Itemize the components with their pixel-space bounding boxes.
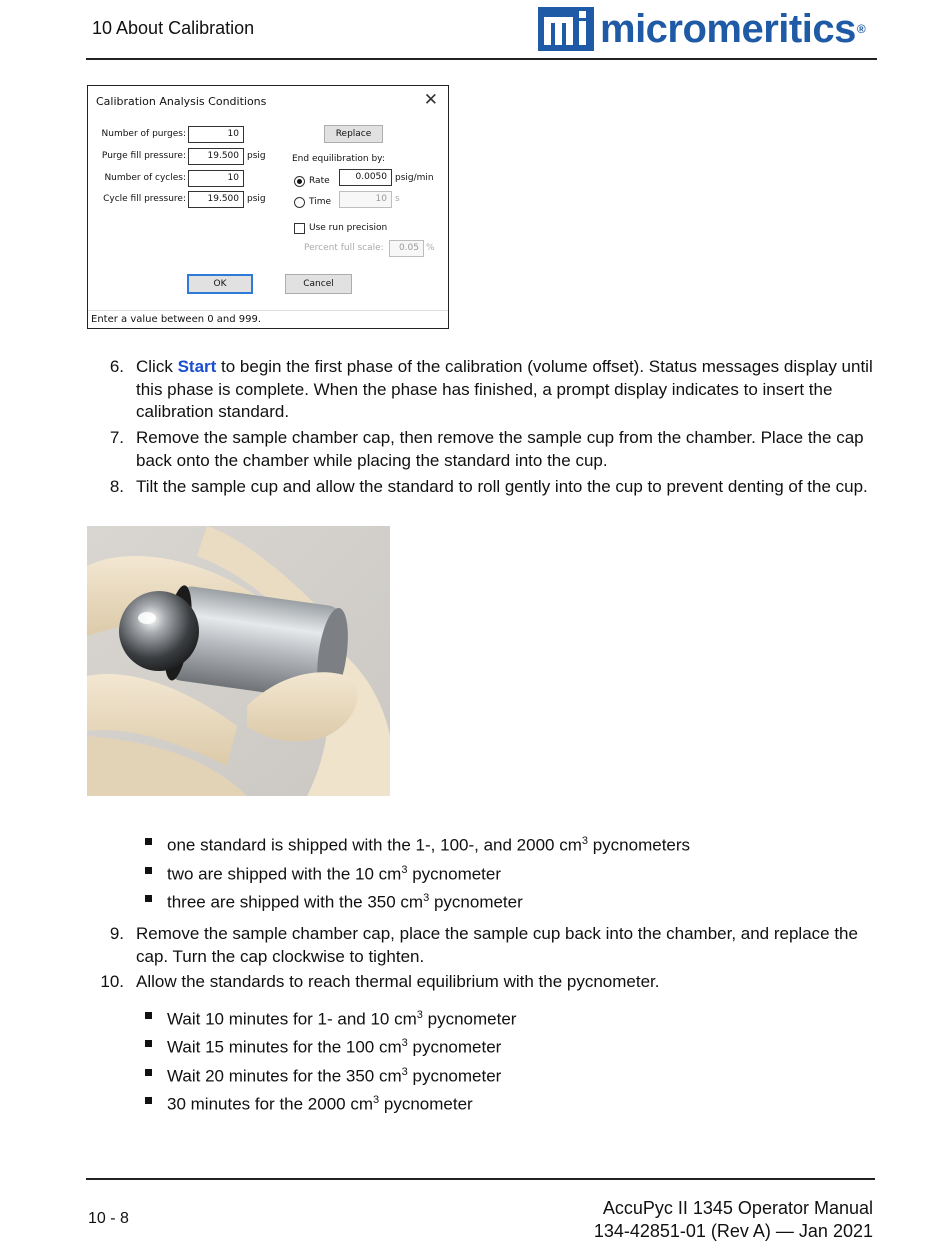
document-number: 134-42851-01 (Rev A) — Jan 2021 xyxy=(593,1221,873,1241)
step-number: 10. xyxy=(100,972,124,991)
manual-title: AccuPyc II 1345 Operator Manual xyxy=(602,1198,873,1218)
time-radio[interactable] xyxy=(294,197,305,208)
logo-wordmark: micromeritics® xyxy=(600,7,866,51)
dialog-title: Calibration Analysis Conditions xyxy=(96,95,267,108)
step-10 xyxy=(92,971,882,995)
step-7 xyxy=(92,427,882,473)
step-9 xyxy=(92,923,882,969)
step-number: 6. xyxy=(109,357,124,376)
sample-cup-photo xyxy=(87,526,390,796)
cycle-pressure-label: Cycle fill pressure: xyxy=(103,194,186,204)
cancel-button[interactable]: Cancel xyxy=(285,274,352,294)
logo-mark-icon xyxy=(538,7,594,51)
time-unit: s xyxy=(395,194,400,204)
bullet-marker xyxy=(145,1040,152,1047)
step-text: Remove the sample chamber cap, then remove the sample cup from the chamber. Place the cap back onto the chamber while placing the standard into the cup. xyxy=(136,428,864,470)
micromeritics-logo xyxy=(538,6,865,52)
purge-pressure-label: Purge fill pressure: xyxy=(101,151,186,161)
ok-button[interactable]: OK xyxy=(187,274,253,294)
time-label: Time xyxy=(309,197,332,207)
section-title: 10 About Calibration xyxy=(92,18,255,38)
percent-full-scale-label: Percent full scale: xyxy=(304,243,384,253)
bullet-marker xyxy=(145,838,152,845)
time-input[interactable]: 10 xyxy=(339,191,392,208)
step-number: 8. xyxy=(109,477,124,496)
page-number: 10 - 8 xyxy=(88,1210,129,1227)
bullet-text: Wait 15 minutes for the 100 $cm^3$ pycnometer xyxy=(167,1037,502,1057)
step-6 xyxy=(92,356,882,426)
bullet-text: two are shipped with the 10 $cm^3$ pycnometer xyxy=(167,864,502,884)
step-number: 9. xyxy=(109,924,124,943)
header-divider xyxy=(86,58,877,60)
status-bar-divider xyxy=(88,310,448,311)
close-icon[interactable]: ✕ xyxy=(423,90,438,110)
use-run-precision-checkbox[interactable] xyxy=(294,223,305,234)
bullet-marker xyxy=(145,867,152,874)
cycle-pressure-input[interactable]: 19.500 xyxy=(188,191,244,208)
replace-button[interactable]: Replace xyxy=(324,125,383,143)
cycles-label: Number of cycles: xyxy=(104,173,186,183)
purge-pressure-input[interactable]: 19.500 xyxy=(188,148,244,165)
rate-unit: psig/min xyxy=(395,173,434,183)
calibration-analysis-conditions-dialog xyxy=(87,85,449,329)
dialog-status-text: Enter a value between 0 and 999. xyxy=(91,314,262,325)
bullet-text: three are shipped with the 350 $cm^3$ pycnometer xyxy=(167,892,523,912)
percent-full-scale-unit: % xyxy=(426,243,435,253)
bullet-marker xyxy=(145,895,152,902)
bullet-text: Wait 10 minutes for 1- and 10 $cm^3$ pycnometer xyxy=(167,1009,517,1029)
cycle-pressure-unit: psig xyxy=(247,194,266,204)
step-text: Click Start to begin the first phase of the calibration (volume offset). Status messages display until this phase is complete. When the phase has finished, a prompt display indicates to insert the calibration standard. xyxy=(136,357,873,421)
step-number: 7. xyxy=(109,428,124,447)
step-8 xyxy=(92,476,882,522)
bullet-marker xyxy=(145,1069,152,1076)
purge-pressure-unit: psig xyxy=(247,151,266,161)
cycles-input[interactable]: 10 xyxy=(188,170,244,187)
end-equilibration-label: End equilibration by: xyxy=(292,154,385,164)
step-text: Remove the sample chamber cap, place the sample cup back into the chamber, and replace the cap. Turn the cap clockwise to tighten. xyxy=(136,924,858,966)
start-keyword: Start xyxy=(177,357,217,376)
purges-input[interactable]: 10 xyxy=(188,126,244,143)
percent-full-scale-input[interactable]: 0.05 xyxy=(389,240,424,257)
bullet-text: 30 minutes for the 2000 $cm^3$ pycnometer xyxy=(167,1094,473,1114)
bullet-marker xyxy=(145,1097,152,1104)
rate-radio[interactable] xyxy=(294,176,305,187)
bullet-marker xyxy=(145,1012,152,1019)
bullet-text: one standard is shipped with the 1-, 100-, and 2000 $cm^3$ pycnometers xyxy=(167,835,691,855)
step-text: Tilt the sample cup and allow the standard to roll gently into the cup to prevent denting of the cup. xyxy=(136,477,868,496)
step-text: Allow the standards to reach thermal equilibrium with the pycnometer. xyxy=(136,972,660,991)
bullet-text: Wait 20 minutes for the 350 $cm^3$ pycnometer xyxy=(167,1066,502,1086)
footer-divider xyxy=(86,1178,875,1180)
rate-input[interactable]: 0.0050 xyxy=(339,169,392,186)
rate-label: Rate xyxy=(309,176,330,186)
purges-label: Number of purges: xyxy=(101,129,186,139)
use-run-precision-label: Use run precision xyxy=(309,223,388,233)
